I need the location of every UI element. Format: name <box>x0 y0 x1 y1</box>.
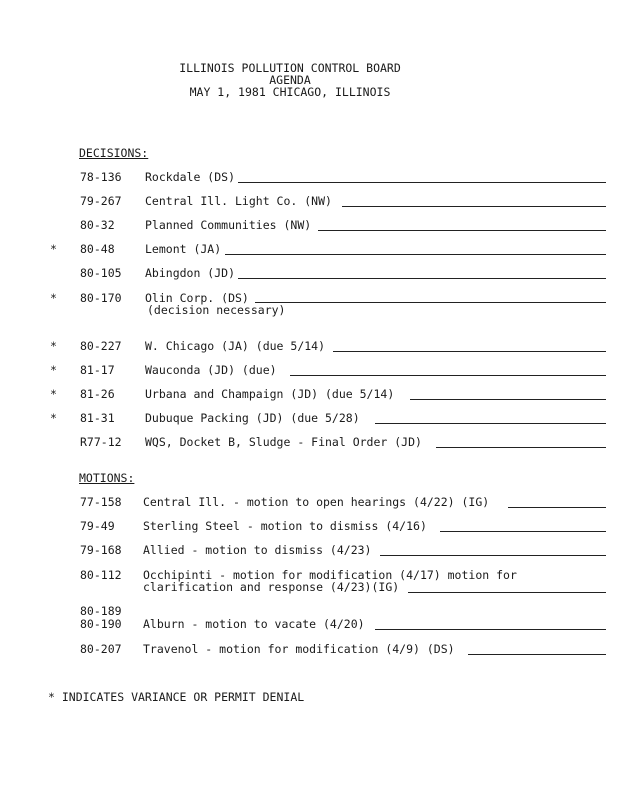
blank-line <box>380 555 606 556</box>
decision-description: Urbana and Champaign (JD) (due 5/14) <box>145 387 395 401</box>
blank-line <box>375 423 606 424</box>
agenda-title: AGENDA <box>269 73 311 87</box>
motion-description: Alburn - motion to vacate (4/20) <box>143 617 365 631</box>
docket-number: 81-31 <box>80 411 115 425</box>
docket-number: 81-17 <box>80 363 115 377</box>
docket-number: 80-32 <box>80 218 115 232</box>
motion-description: Occhipinti - motion for modification (4/17) motion for <box>143 568 517 582</box>
denial-asterisk: * <box>50 387 57 401</box>
decision-description: Abingdon (JD) <box>145 266 236 280</box>
denial-asterisk: * <box>50 411 57 425</box>
denial-asterisk: * <box>50 363 57 377</box>
blank-line <box>238 182 606 183</box>
denial-asterisk: * <box>50 242 57 256</box>
motion-description: Central Ill. - motion to open hearings (4/22) (IG) <box>143 495 490 509</box>
decision-description: W. Chicago (JA) (due 5/14) <box>145 339 326 353</box>
blank-line <box>318 230 606 231</box>
decision-description: Olin Corp. (DS) <box>145 291 249 305</box>
docket-number: 79-168 <box>80 543 122 557</box>
docket-number: 80-105 <box>80 266 122 280</box>
motion-description: Allied - motion to dismiss (4/23) <box>143 543 372 557</box>
blank-line <box>440 531 606 532</box>
blank-line <box>342 206 606 207</box>
decision-description: Wauconda (JD) (due) <box>145 363 277 377</box>
docket-number: 79-267 <box>80 194 122 208</box>
docket-number: R77-12 <box>80 435 122 449</box>
board-name: ILLINOIS POLLUTION CONTROL BOARD <box>179 61 401 75</box>
docket-number: 80-48 <box>80 242 115 256</box>
blank-line <box>238 278 606 279</box>
blank-line <box>255 302 606 303</box>
docket-number: 80-227 <box>80 339 122 353</box>
blank-line <box>333 351 606 352</box>
docket-number: 80-112 <box>80 568 122 582</box>
motion-description-continued: clarification and response (4/23)(IG) <box>143 580 400 594</box>
motion-description: Travenol - motion for modification (4/9) (DS) <box>143 642 455 656</box>
footnote: * INDICATES VARIANCE OR PERMIT DENIAL <box>48 690 305 704</box>
decision-description: Central Ill. Light Co. (NW) <box>145 194 332 208</box>
decision-description: WQS, Docket B, Sludge - Final Order (JD) <box>145 435 422 449</box>
blank-line <box>290 375 606 376</box>
meeting-date-location: MAY 1, 1981 CHICAGO, ILLINOIS <box>189 85 391 99</box>
decision-note: (decision necessary) <box>147 303 286 317</box>
blank-line <box>225 254 606 255</box>
decision-description: Dubuque Packing (JD) (due 5/28) <box>145 411 360 425</box>
decision-description: Rockdale (DS) <box>145 170 236 184</box>
blank-line <box>408 592 606 593</box>
blank-line <box>436 447 606 448</box>
decision-description: Planned Communities (NW) <box>145 218 312 232</box>
denial-asterisk: * <box>50 339 57 353</box>
docket-number: 77-158 <box>80 495 122 509</box>
blank-line <box>375 629 606 630</box>
docket-number: 80-170 <box>80 291 122 305</box>
docket-number: 80-207 <box>80 642 122 656</box>
docket-number: 78-136 <box>80 170 122 184</box>
decision-description: Lemont (JA) <box>145 242 222 256</box>
docket-number: 81-26 <box>80 387 115 401</box>
blank-line <box>508 507 606 508</box>
denial-asterisk: * <box>50 291 57 305</box>
motions-heading: MOTIONS: <box>79 471 135 485</box>
docket-number: 80-189 <box>80 604 122 618</box>
docket-number-second: 80-190 <box>80 617 122 631</box>
decisions-heading: DECISIONS: <box>79 146 149 160</box>
blank-line <box>410 399 606 400</box>
motion-description: Sterling Steel - motion to dismiss (4/16) <box>143 519 427 533</box>
blank-line <box>468 654 606 655</box>
docket-number: 79-49 <box>80 519 115 533</box>
